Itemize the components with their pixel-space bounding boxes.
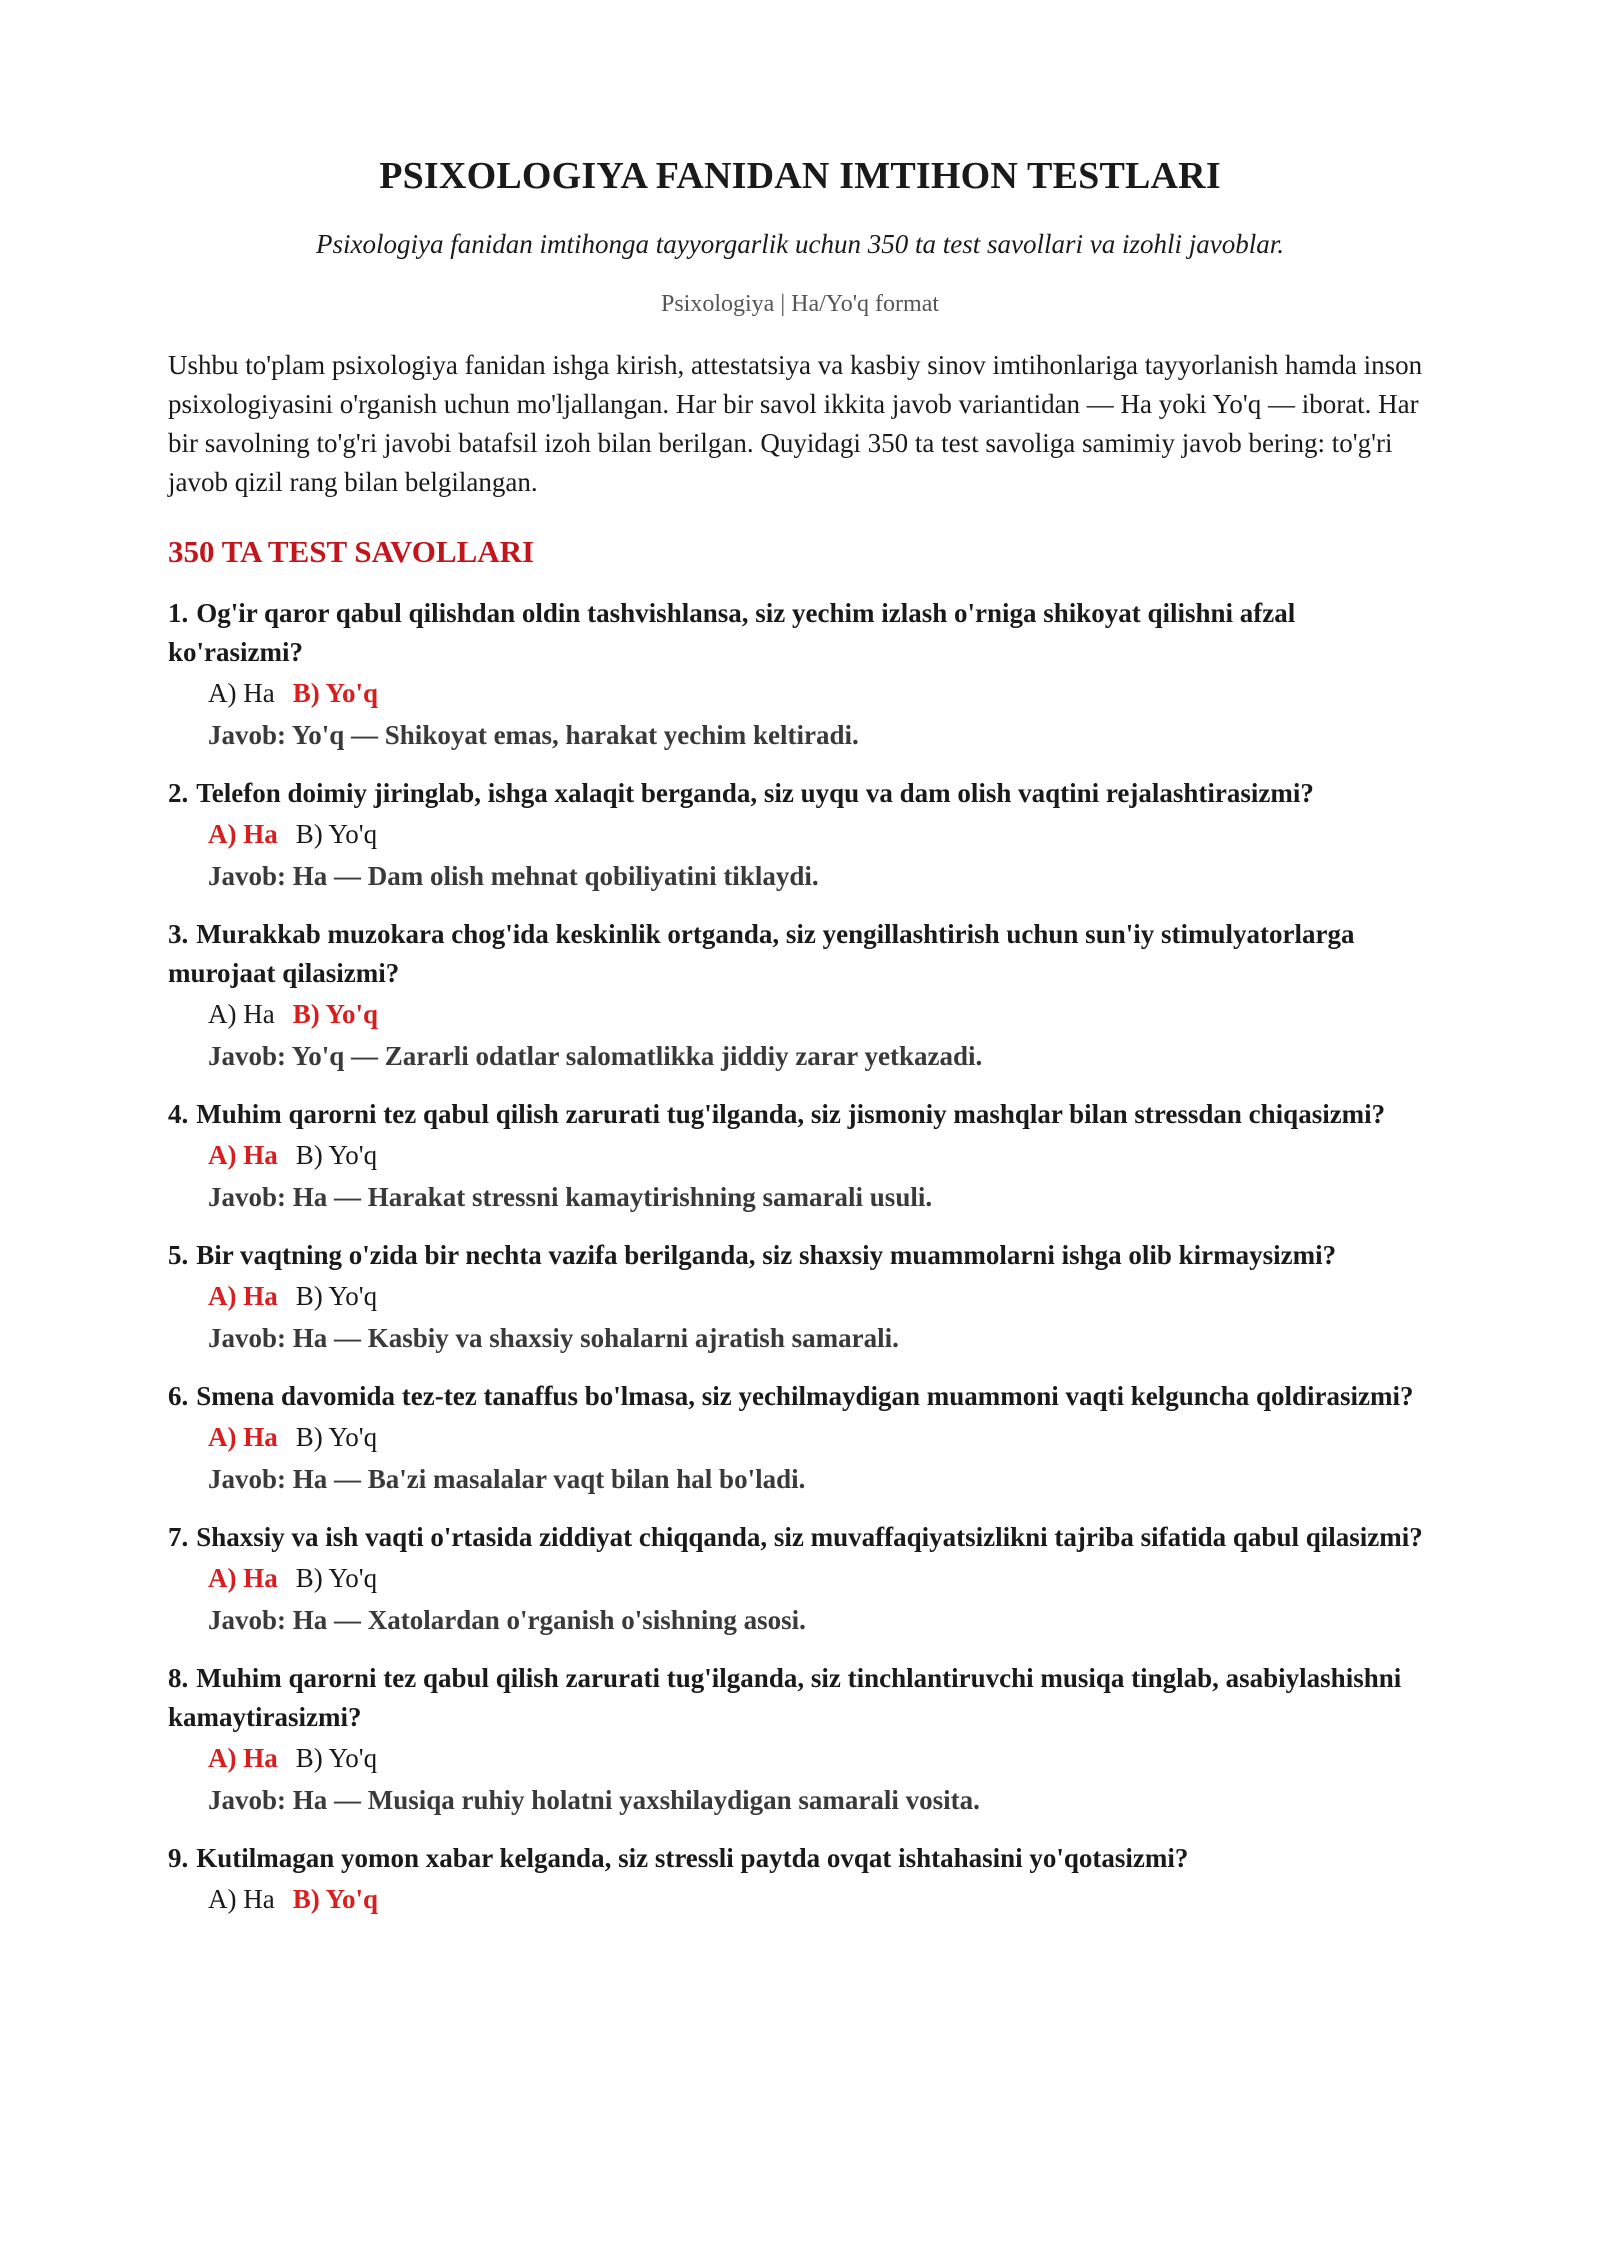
- question-number: 9.: [168, 1843, 189, 1873]
- option-b: B) Yo'q: [295, 1140, 378, 1170]
- page-subtitle: Psixologiya fanidan imtihonga tayyorgarlik uchun 350 ta test savollari va izohli javoblar.: [316, 229, 1284, 259]
- question-item: [168, 1095, 1432, 1218]
- option-b: B) Yo'q: [295, 1422, 378, 1452]
- answer-options: [168, 1557, 1432, 1599]
- question-body: Telefon doimiy jiringlab, ishga xalaqit berganda, siz uyqu va dam olish vaqtini rejalashtirasizmi?: [196, 778, 1314, 808]
- question-number: 2.: [168, 778, 189, 808]
- answer-explanation: Javob: Ha — Kasbiy va shaxsiy sohalarni ajratish samarali.: [208, 1323, 899, 1353]
- page-title: PSIXOLOGIYA FANIDAN IMTIHON TESTLARI: [379, 155, 1221, 197]
- question-item: [168, 915, 1432, 1077]
- answer-explanation: Javob: Ha — Harakat stressni kamaytirishning samarali usuli.: [208, 1182, 933, 1212]
- question-number: 4.: [168, 1099, 189, 1129]
- answer-options: [168, 1134, 1432, 1176]
- page-meta: Psixologiya | Ha/Yo'q format: [660, 291, 940, 317]
- answer-options: [168, 1416, 1432, 1458]
- option-b-correct: B) Yo'q: [292, 999, 379, 1029]
- option-b: B) Yo'q: [295, 1743, 378, 1773]
- option-b: B) Yo'q: [295, 819, 378, 849]
- question-body: Kutilmagan yomon xabar kelganda, siz stressli paytda ovqat ishtahasini yo'qotasizmi?: [196, 1843, 1189, 1873]
- question-body: Bir vaqtning o'zida bir nechta vazifa berilganda, siz shaxsiy muammolarni ishga olib kirmaysizmi?: [196, 1240, 1337, 1270]
- option-b: B) Yo'q: [295, 1281, 378, 1311]
- answer-options: [168, 1737, 1432, 1779]
- section-title: 350 TA TEST SAVOLLARI: [168, 534, 535, 569]
- question-number: 8.: [168, 1663, 189, 1693]
- question-body: Murakkab muzokara chog'ida keskinlik ortganda, siz yengillashtirish uchun sun'iy stimulyatorlarga murojaat qilasizmi?: [168, 919, 1355, 988]
- question-number: 3.: [168, 919, 189, 949]
- question-number: 5.: [168, 1240, 189, 1270]
- question-body: Smena davomida tez-tez tanaffus bo'lmasa, siz yechilmaydigan muammoni vaqti kelguncha qoldirasizmi?: [196, 1381, 1414, 1411]
- question-text: [168, 1236, 1432, 1275]
- question-number: 1.: [168, 598, 189, 628]
- option-b-correct: B) Yo'q: [292, 678, 379, 708]
- answer-options: [168, 993, 1432, 1035]
- option-a-correct: A) Ha: [208, 819, 278, 849]
- question-item: [168, 1659, 1432, 1821]
- question-text: [168, 1839, 1432, 1878]
- question-list: [168, 594, 1432, 1920]
- question-body: Og'ir qaror qabul qilishdan oldin tashvishlansa, siz yechim izlash o'rniga shikoyat qilishni afzal ko'rasizmi?: [168, 598, 1296, 667]
- option-b: B) Yo'q: [295, 1563, 378, 1593]
- answer-explanation: Javob: Yo'q — Zararli odatlar salomatlikka jiddiy zarar yetkazadi.: [208, 1041, 983, 1071]
- option-a-correct: A) Ha: [208, 1563, 278, 1593]
- option-b-correct: B) Yo'q: [292, 1884, 379, 1914]
- question-body: Shaxsiy va ish vaqti o'rtasida ziddiyat chiqqanda, siz muvaffaqiyatsizlikni tajriba sifatida qabul qilasizmi?: [196, 1522, 1423, 1552]
- question-item: [168, 1377, 1432, 1500]
- question-body: Muhim qarorni tez qabul qilish zarurati tug'ilganda, siz tinchlantiruvchi musiqa tinglab, asabiylashishni kamaytirasizmi?: [168, 1663, 1402, 1732]
- question-text: [168, 774, 1432, 813]
- question-text: [168, 594, 1432, 672]
- intro-paragraph: Ushbu to'plam psixologiya fanidan ishga kirish, attestatsiya va kasbiy sinov imtihonlariga tayyorlanish hamda inson psixologiyasini o'rganish uchun mo'ljallangan. Har bir savol ikkita javob variantidan — Ha yoki Yo'q — iborat. Har bir savolning to'g'ri javobi batafsil izoh bilan berilgan. Quyidagi 350 ta test savoliga samimiy javob bering: to'g'ri javob qizil rang bilan belgilangan.: [168, 350, 1423, 497]
- option-a-correct: A) Ha: [208, 1743, 278, 1773]
- option-a: A) Ha: [208, 999, 275, 1029]
- question-text: [168, 1518, 1432, 1557]
- answer-explanation: Javob: Ha — Xatolardan o'rganish o'sishning asosi.: [208, 1605, 806, 1635]
- option-a-correct: A) Ha: [208, 1422, 278, 1452]
- answer-explanation: Javob: Yo'q — Shikoyat emas, harakat yechim keltiradi.: [208, 720, 859, 750]
- question-number: 6.: [168, 1381, 189, 1411]
- question-item: [168, 1839, 1432, 1920]
- question-text: [168, 1095, 1432, 1134]
- question-item: [168, 594, 1432, 756]
- question-text: [168, 1377, 1432, 1416]
- answer-explanation: Javob: Ha — Musiqa ruhiy holatni yaxshilaydigan samarali vosita.: [208, 1785, 980, 1815]
- answer-options: [168, 672, 1432, 714]
- answer-options: [168, 1878, 1432, 1920]
- question-item: [168, 1236, 1432, 1359]
- option-a: A) Ha: [208, 678, 275, 708]
- option-a-correct: A) Ha: [208, 1140, 278, 1170]
- question-text: [168, 1659, 1432, 1737]
- question-text: [168, 915, 1432, 993]
- option-a: A) Ha: [208, 1884, 275, 1914]
- answer-options: [168, 1275, 1432, 1317]
- answer-explanation: Javob: Ha — Dam olish mehnat qobiliyatini tiklaydi.: [208, 861, 819, 891]
- answer-options: [168, 813, 1432, 855]
- option-a-correct: A) Ha: [208, 1281, 278, 1311]
- question-item: [168, 1518, 1432, 1641]
- question-body: Muhim qarorni tez qabul qilish zarurati tug'ilganda, siz jismoniy mashqlar bilan stressdan chiqasizmi?: [196, 1099, 1386, 1129]
- question-item: [168, 774, 1432, 897]
- answer-explanation: Javob: Ha — Ba'zi masalalar vaqt bilan hal bo'ladi.: [208, 1464, 806, 1494]
- question-number: 7.: [168, 1522, 189, 1552]
